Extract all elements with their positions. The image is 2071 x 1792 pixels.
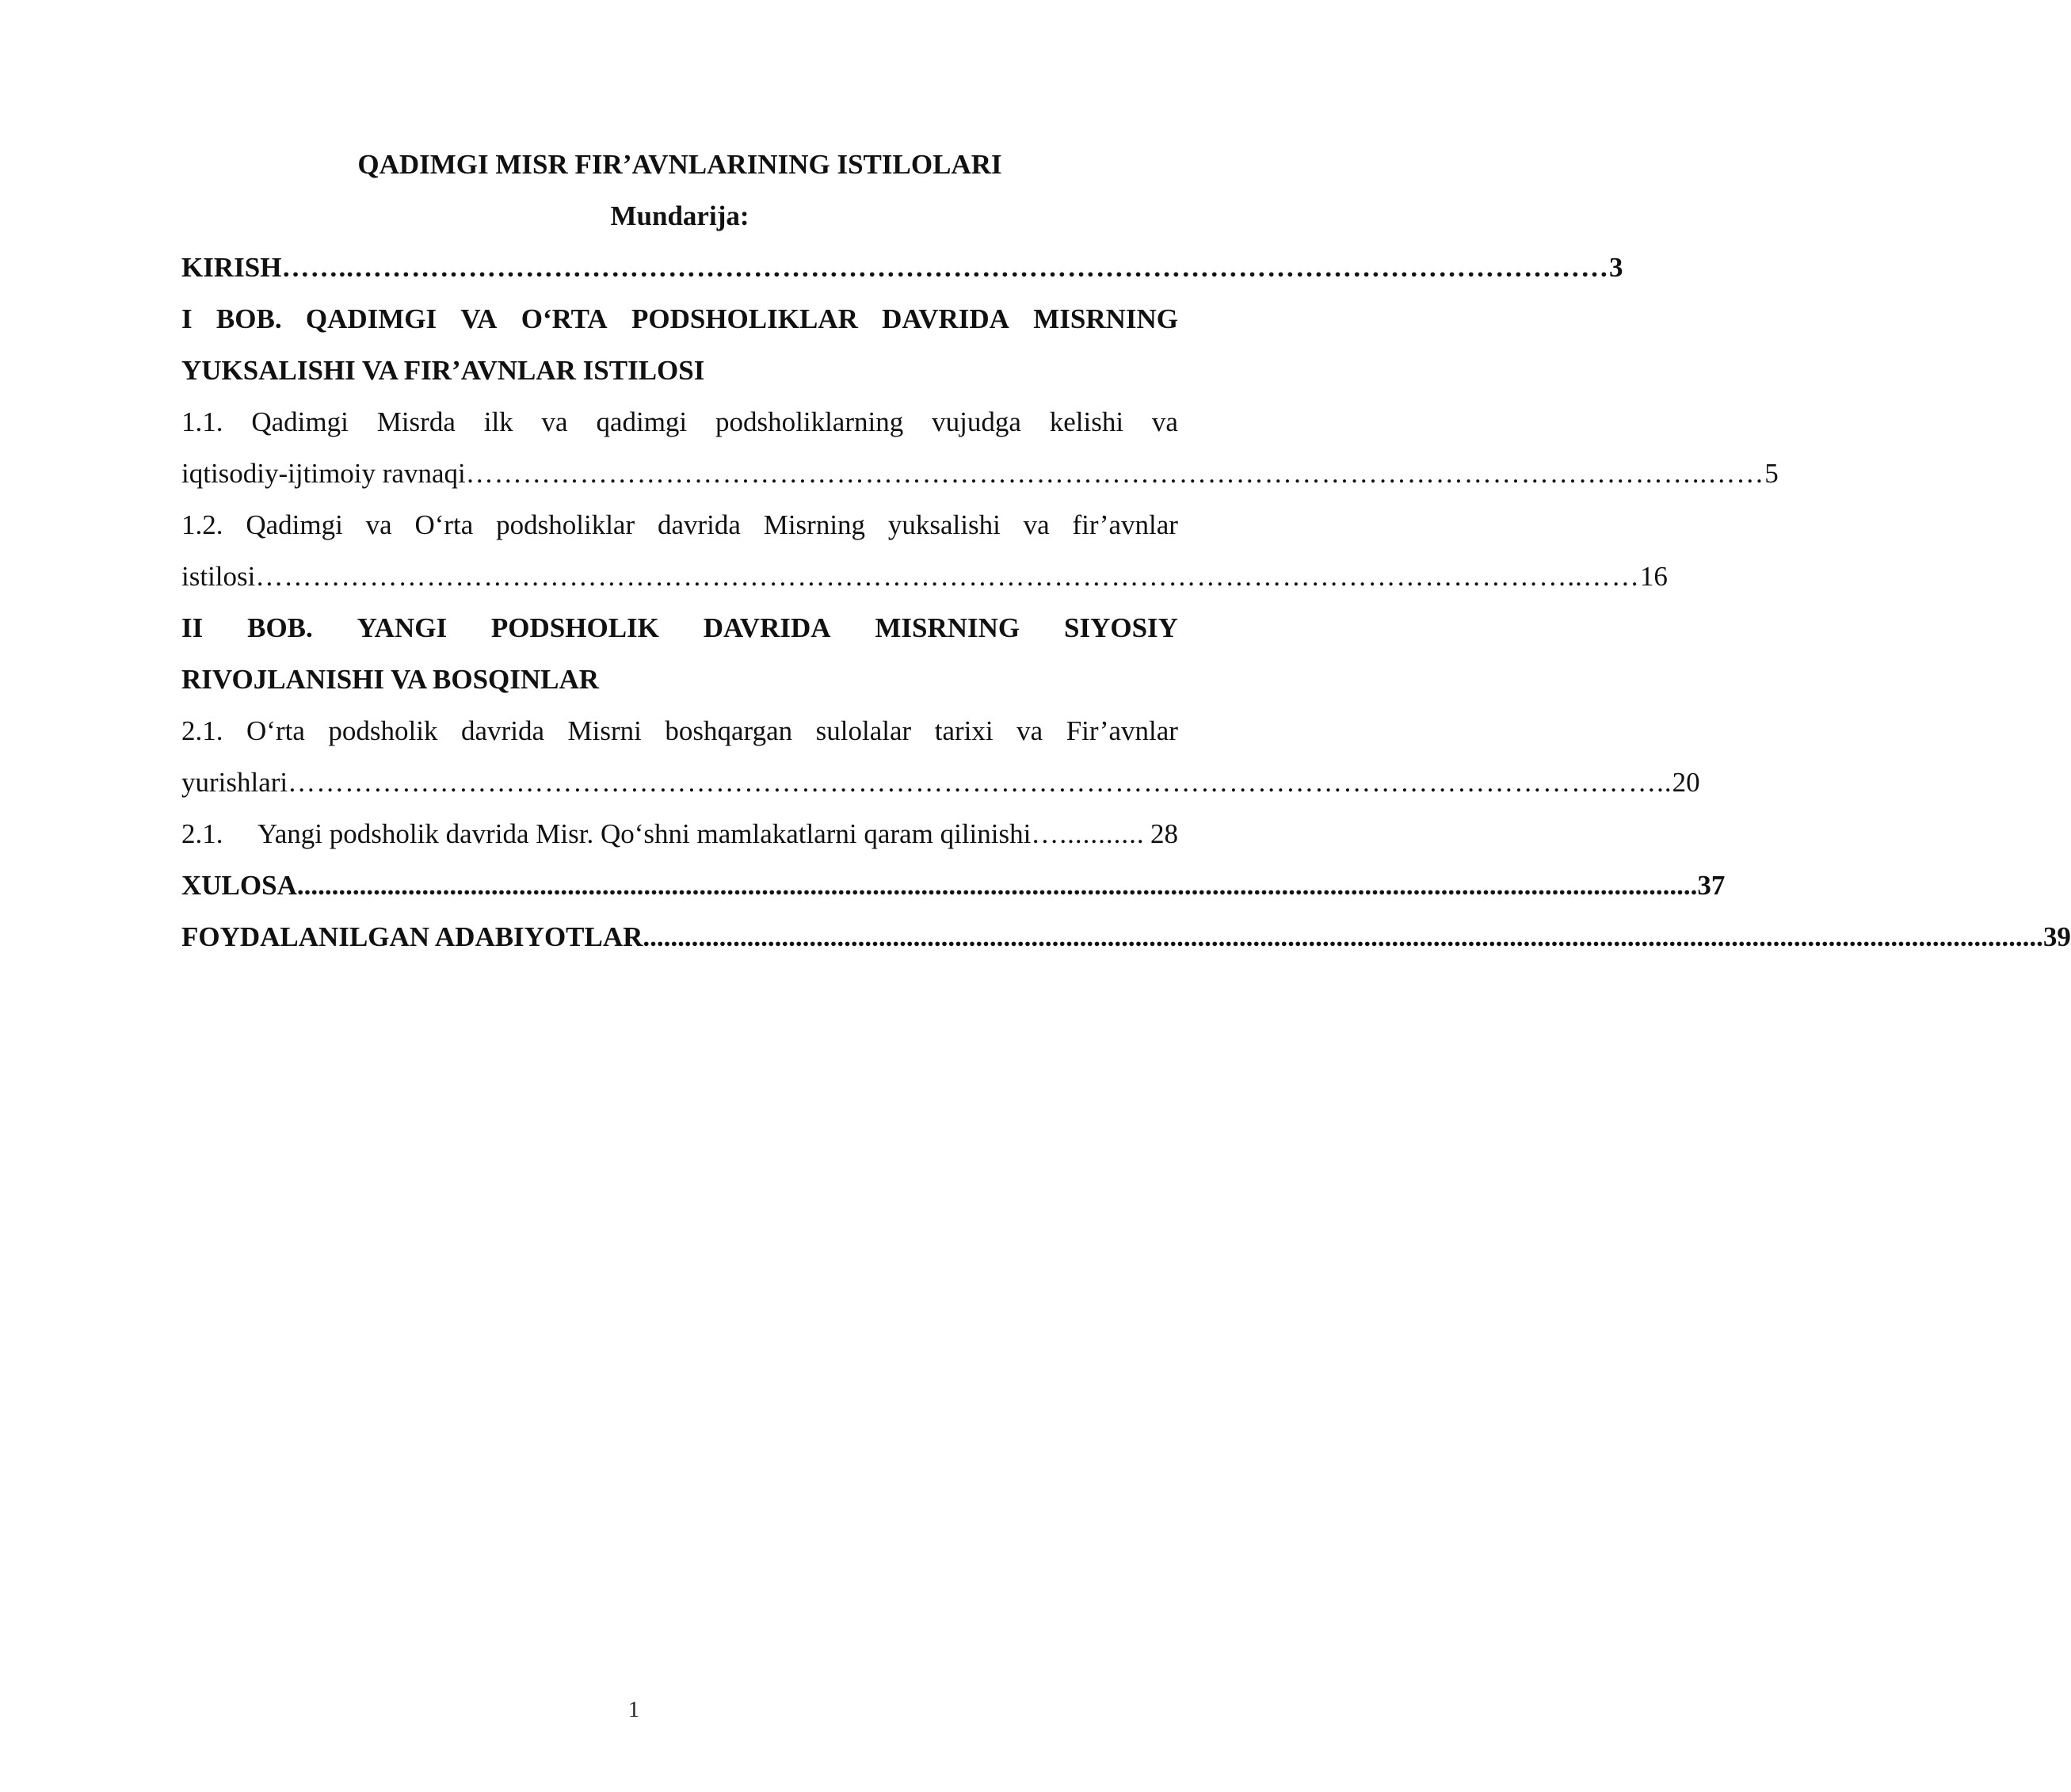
word: I [181, 303, 193, 334]
word: DAVRIDA [703, 612, 831, 643]
word: Misrni [567, 715, 642, 746]
word: II [181, 612, 204, 643]
toc-section-2-1-line-1[interactable] [181, 715, 1178, 747]
section-number: 1.2. [181, 509, 223, 540]
toc-leader-dots: ……..…………………………………………………………………………………………………………………… [281, 252, 1609, 283]
word: MISRNING [1033, 303, 1178, 334]
toc-section-2-1-line-2[interactable] [181, 767, 1700, 799]
toc-chapter-1-line-2[interactable]: YUKSALISHI VA FIR’AVNLAR ISTILOSI [181, 355, 705, 386]
toc-leader-dots: …………………………………………………………………………………………………………………..…… [465, 458, 1765, 489]
word: Fir’avnlar [1066, 715, 1178, 746]
word: va [541, 406, 568, 437]
word: BOB. [247, 612, 313, 643]
word: Qadimgi [246, 509, 343, 540]
toc-page-number: 20 [1672, 767, 1700, 798]
word: MISRNING [875, 612, 1020, 643]
toc-section-2-2[interactable] [181, 818, 1178, 850]
toc-entry-kirish[interactable] [181, 252, 1623, 284]
toc-entry-label: yurishlari [181, 767, 288, 798]
word: Misrning [763, 509, 866, 540]
toc-heading: Mundarija: [610, 200, 749, 231]
toc-leader-dots: …........... [1031, 818, 1145, 849]
word: boshqargan [665, 715, 793, 746]
toc-leader-dots: …………………………………………………………………………………………………………………………..…… [255, 561, 1640, 592]
word: ilk [483, 406, 513, 437]
word: podsholiklarning [715, 406, 904, 437]
toc-page-number: 28 [1150, 818, 1178, 849]
word: davrida [461, 715, 544, 746]
toc-entry-label: KIRISH [181, 252, 282, 283]
word: va [1023, 509, 1050, 540]
toc-leader-dots: .......................................................................................................................................................................................................... [643, 921, 2043, 952]
word: Misrda [376, 406, 456, 437]
toc-chapter-2-line-2[interactable]: RIVOJLANISHI VA BOSQINLAR [181, 664, 600, 695]
word: DAVRIDA [882, 303, 1009, 334]
toc-entry-label: istilosi [181, 561, 256, 592]
word: SIYOSIY [1064, 612, 1178, 643]
document-title: QADIMGI MISR FIR’AVNLARINING ISTILOLARI [357, 149, 1002, 180]
toc-section-1-1-line-1[interactable] [181, 406, 1178, 438]
word: Qadimgi [251, 406, 349, 437]
toc-section-1-2-line-2[interactable] [181, 561, 1668, 593]
toc-chapter-2-line-1[interactable] [181, 612, 1178, 644]
toc-entry-label: Yangi podsholik davrida Misr. Qo‘shni mamlakatlarni qaram qilinishi [257, 818, 1032, 849]
toc-entry-label: FOYDALANILGAN ADABIYOTLAR [181, 921, 643, 952]
toc-entry-label: iqtisodiy-ijtimoiy ravnaqi [181, 458, 466, 489]
word: sulolalar [815, 715, 912, 746]
word: davrida [657, 509, 741, 540]
toc-entry-adabiyotlar[interactable] [181, 921, 2071, 953]
toc-chapter-1-line-1[interactable] [181, 303, 1178, 335]
section-number: 1.1. [181, 406, 223, 437]
word: podsholiklar [496, 509, 635, 540]
section-number [181, 818, 1031, 850]
toc-entry-label: XULOSA [181, 870, 297, 901]
word: yuksalishi [887, 509, 1001, 540]
word: PODSHOLIKLAR [631, 303, 858, 334]
toc-entry-xulosa[interactable] [181, 870, 1726, 902]
word: qadimgi [596, 406, 688, 437]
word: O‘RTA [521, 303, 608, 334]
word: YANGI [357, 612, 448, 643]
word: tarixi [934, 715, 994, 746]
toc-leader-dots: ……………………………………………………………………………………………………………………………….. [288, 767, 1672, 798]
page-number: 1 [628, 1698, 639, 1722]
toc-page-number: 37 [1697, 870, 1726, 901]
word: kelishi [1049, 406, 1124, 437]
word: QADIMGI [305, 303, 437, 334]
word: va [365, 509, 392, 540]
word: BOB. [215, 303, 282, 334]
section-number: 2.1. [181, 715, 223, 746]
toc-section-1-1-line-2[interactable] [181, 458, 1779, 490]
word: va [1016, 715, 1043, 746]
toc-page-number: 3 [1608, 252, 1623, 283]
toc-page-number: 16 [1639, 561, 1668, 592]
word: VA [460, 303, 498, 334]
word: podsholik [328, 715, 438, 746]
word: va [1151, 406, 1178, 437]
word: O‘rta [246, 715, 305, 746]
toc-leader-dots: .......................................................................................................................................................................................................... [296, 870, 1698, 901]
word: PODSHOLIK [490, 612, 659, 643]
word: O‘rta [414, 509, 474, 540]
section-number-text: 2.1. [181, 818, 223, 849]
toc-section-1-2-line-1[interactable] [181, 509, 1178, 541]
word: fir’avnlar [1072, 509, 1178, 540]
word: vujudga [932, 406, 1021, 437]
toc-page-number: 39 [2042, 921, 2071, 952]
toc-page-number: 5 [1764, 458, 1779, 489]
